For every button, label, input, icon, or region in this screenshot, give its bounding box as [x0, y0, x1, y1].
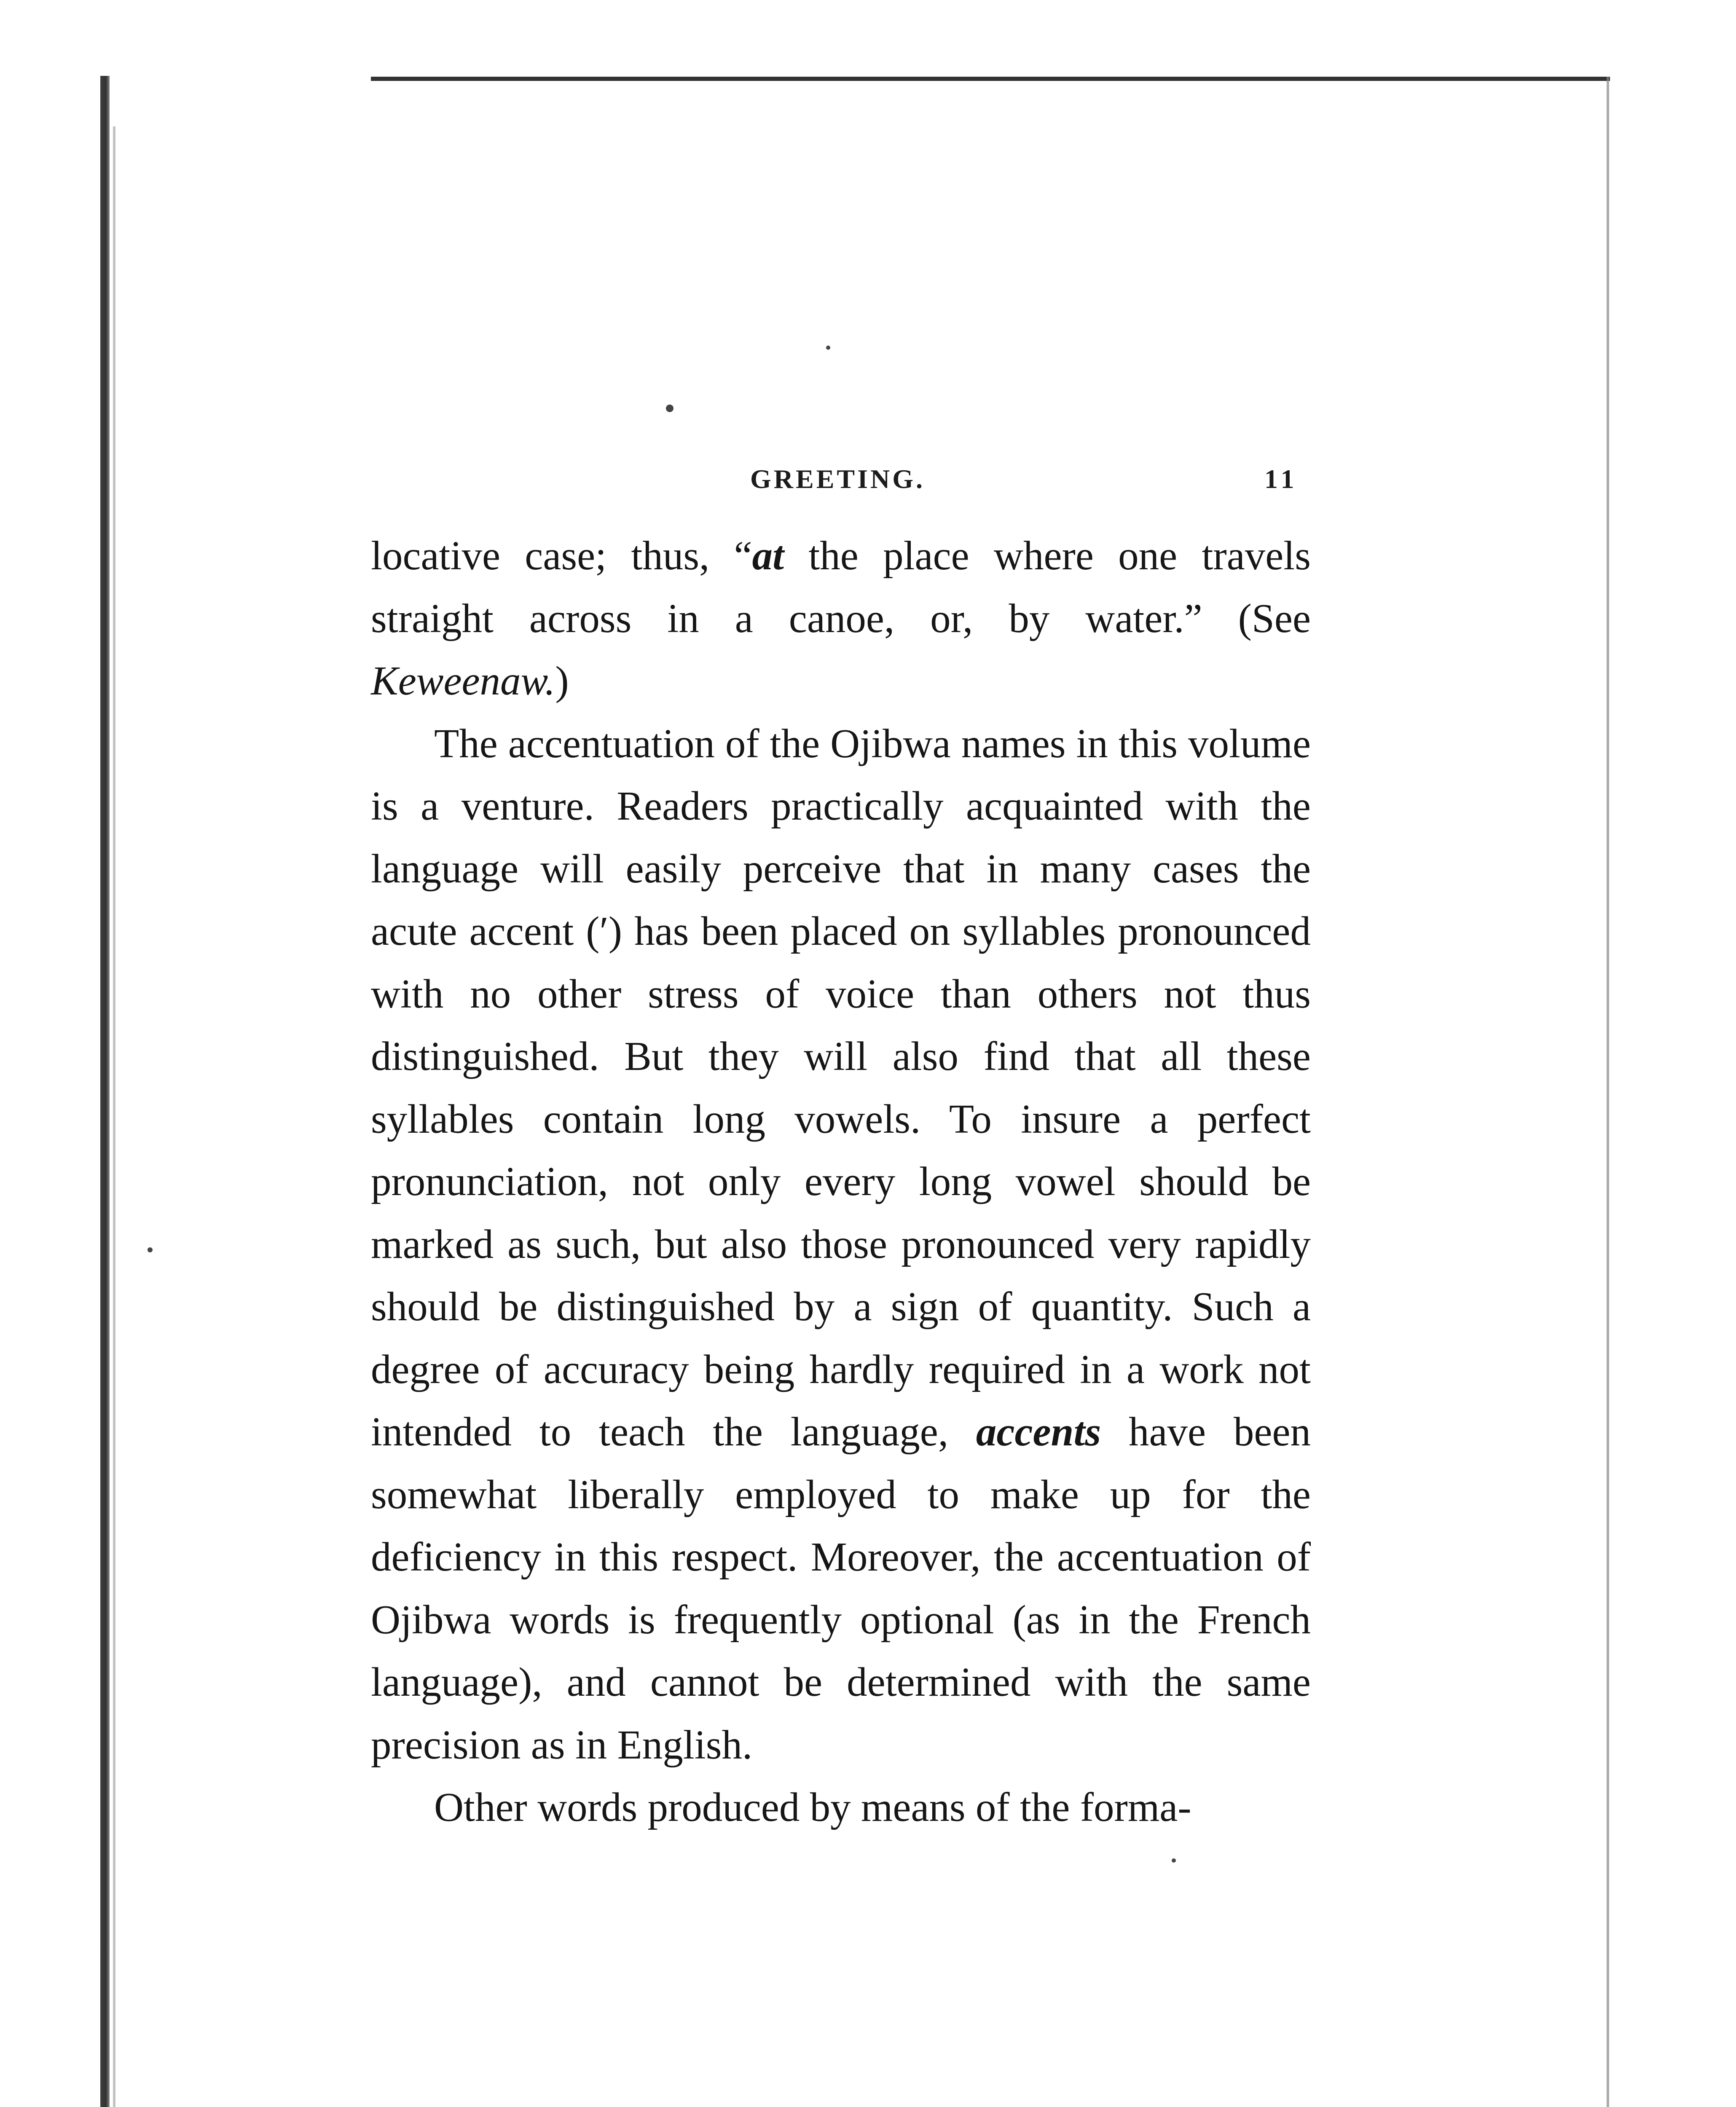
- right-rule: [1607, 77, 1609, 2107]
- emphasis-accents: accents: [976, 1409, 1101, 1454]
- binding-edge: [100, 76, 110, 2107]
- text-run: have been somewhat liberally employed to make up for the deficiency in this respect. Moreover, the accentuation of Ojibwa words is frequently optional (as in the French language), and cannot be determined with the same precision as in English.: [371, 1409, 1311, 1767]
- top-rule: [371, 77, 1610, 81]
- scan-speck: [1172, 1858, 1176, 1863]
- emphasis-at: at: [752, 533, 784, 578]
- paragraph-3: [371, 1776, 1311, 1839]
- paragraph-1: [371, 525, 1311, 713]
- scan-speck: [148, 1247, 153, 1252]
- text-run: Other words produced by means of the forma-: [434, 1785, 1191, 1830]
- text-run: the place where one travels straight across in a canoe, or, by water.” (See: [371, 533, 1311, 641]
- body-text: [371, 525, 1311, 1839]
- binding-shadow: [113, 126, 115, 2107]
- scan-speck: [666, 405, 673, 412]
- text-run: ): [555, 658, 569, 703]
- page-number: 11: [1264, 464, 1299, 494]
- scan-speck: [826, 346, 830, 350]
- text-run: The accentuation of the Ojibwa names in this volume is a venture. Readers practically acquainted with the language will easily perceive that in many cases the acute accent (′) has been placed on syllables pronounced with no other stress of voice than others not thus distinguished. But they will also find that all these syllables contain long vowels. To insure a perfect pronunciation, not only every long vowel should be marked as such, but also those pronounced very rapidly should be distinguished by a sign of quantity. Such a degree of accuracy being hardly required in a work not intended to teach the language,: [371, 721, 1311, 1454]
- running-title: GREETING.: [750, 464, 925, 494]
- emphasis-keweenaw: Keweenaw.: [371, 658, 555, 703]
- paragraph-2: [371, 713, 1311, 1777]
- text-run: locative case; thus, “: [371, 533, 752, 578]
